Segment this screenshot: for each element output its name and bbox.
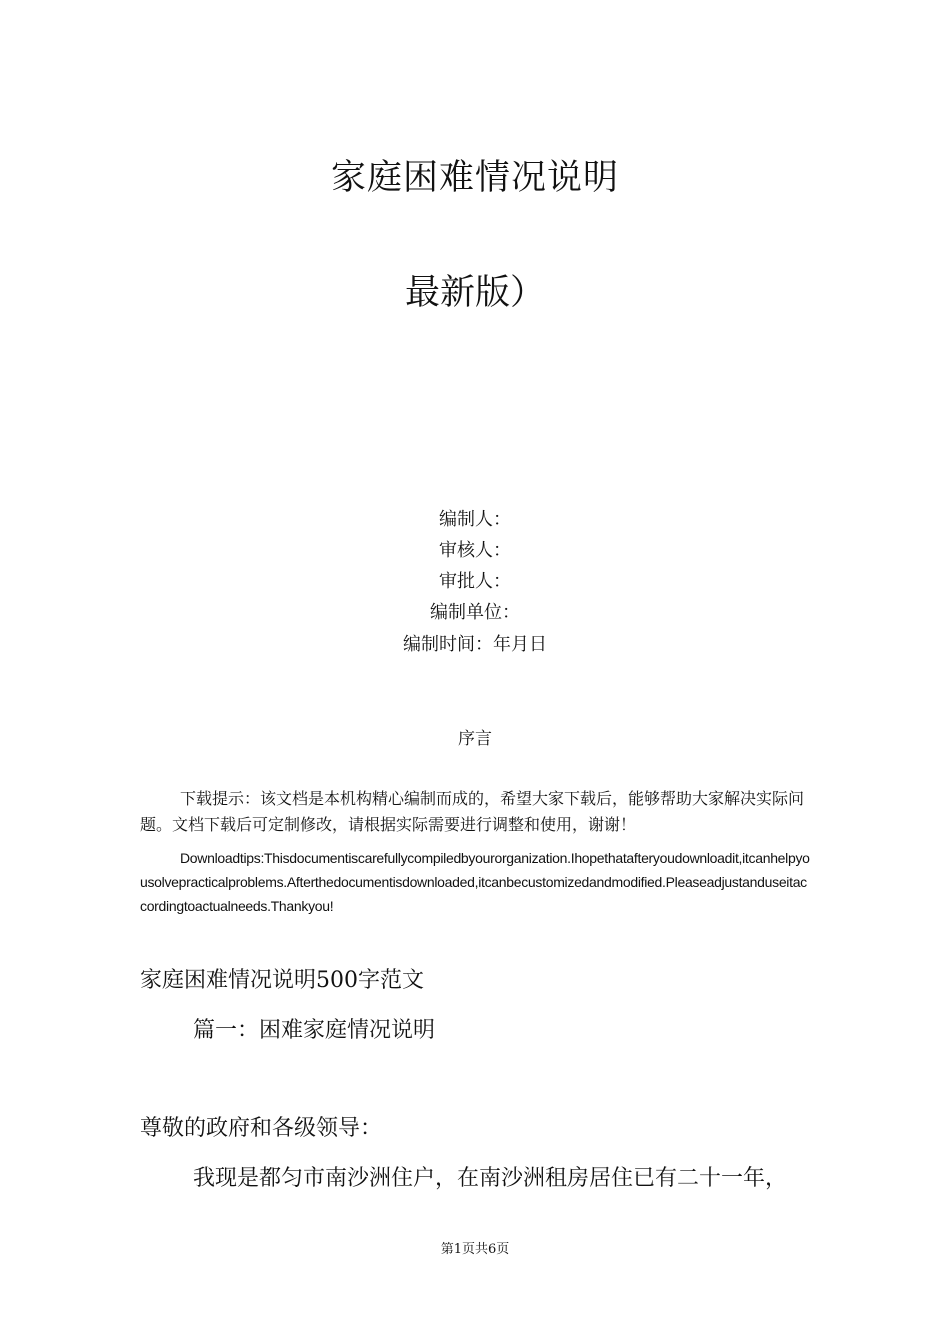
download-tip-chinese: 下载提示：该文档是本机构精心编制而成的，希望大家下载后，能够帮助大家解决实际问题。文档下载后可定制修改，请根据实际需要进行调整和使用，谢谢！ bbox=[140, 789, 805, 834]
meta-unit: 编制单位： bbox=[430, 602, 520, 623]
body-paragraph: 我现是都匀市南沙洲住户，在南沙洲租房居住已有二十一年， bbox=[193, 1166, 788, 1191]
preface-title: 序言 bbox=[458, 729, 492, 749]
meta-reviewer: 审核人： bbox=[439, 540, 511, 561]
letter-salutation: 尊敬的政府和各级领导： bbox=[140, 1116, 383, 1141]
meta-approver: 审批人： bbox=[439, 571, 511, 592]
essay-heading: 家庭困难情况说明500字范文 bbox=[140, 968, 424, 993]
meta-editor: 编制人： bbox=[439, 509, 511, 530]
download-tip-english: Downloadtips:Thisdocumentiscarefullycompiledbyourorganization.Ihopethatafteryoudownloadit,itcanhelpyousolvepracticalproblems.Afterthedocumentisdownloaded,itcanbecustomizedandmodified.Pleaseadjustanduseitaccordingtoactualneeds.Thankyou! bbox=[140, 850, 810, 914]
meta-time: 编制时间：年月日 bbox=[403, 634, 547, 655]
document-subtitle: 最新版） bbox=[404, 273, 545, 313]
page-footer: 第1页共6页 bbox=[440, 1242, 510, 1257]
document-title: 家庭困难情况说明 bbox=[330, 158, 619, 198]
chapter-heading: 篇一：困难家庭情况说明 bbox=[193, 1018, 436, 1043]
